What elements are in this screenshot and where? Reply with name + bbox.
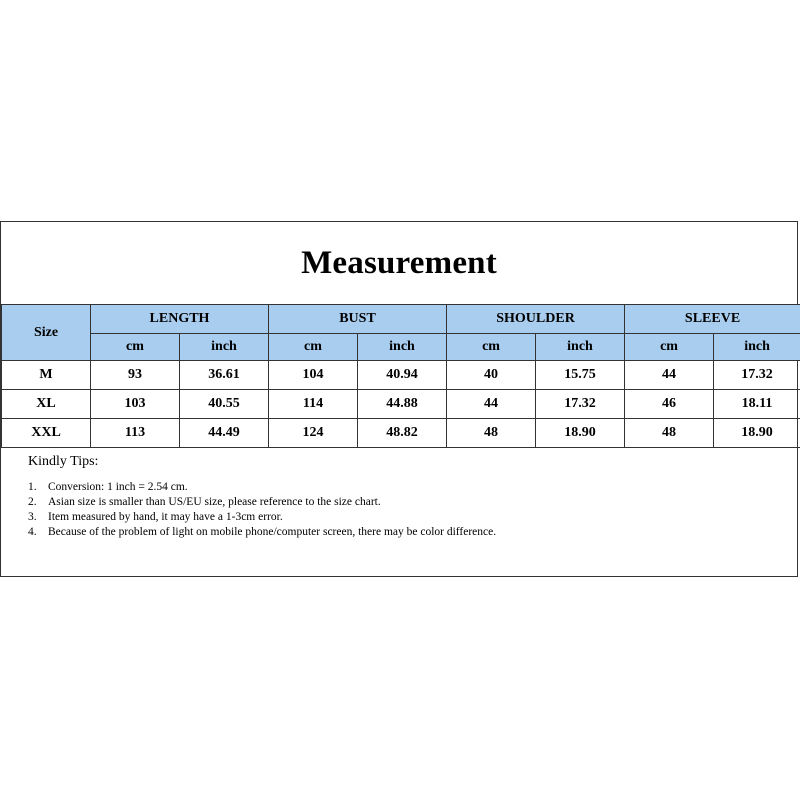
unit-header: cm <box>269 334 358 361</box>
table-cell: 40 <box>447 361 536 390</box>
size-cell: XXL <box>2 419 91 448</box>
header-row-groups <box>2 305 800 334</box>
list-item <box>28 525 548 540</box>
unit-header: cm <box>447 334 536 361</box>
table-cell: 113 <box>91 419 180 448</box>
table-cell: 124 <box>269 419 358 448</box>
unit-header: inch <box>358 334 447 361</box>
table-cell: 44 <box>447 390 536 419</box>
unit-header: cm <box>625 334 714 361</box>
size-header: Size <box>2 305 91 361</box>
table-cell: 36.61 <box>180 361 269 390</box>
size-table <box>1 304 800 448</box>
tips-list <box>28 480 548 540</box>
table-cell: 15.75 <box>536 361 625 390</box>
tip-number: 1. <box>28 481 37 493</box>
group-header-shoulder: SHOULDER <box>447 305 625 334</box>
list-item <box>28 510 548 525</box>
table-cell: 18.90 <box>714 419 800 448</box>
unit-header: inch <box>536 334 625 361</box>
kindly-tips <box>28 454 548 540</box>
table-cell: 44 <box>625 361 714 390</box>
table-cell: 103 <box>91 390 180 419</box>
table-cell: 18.90 <box>536 419 625 448</box>
table-row <box>2 361 800 390</box>
table-cell: 93 <box>91 361 180 390</box>
table-cell: 46 <box>625 390 714 419</box>
table-cell: 17.32 <box>536 390 625 419</box>
table-cell: 44.88 <box>358 390 447 419</box>
table-row <box>2 390 800 419</box>
tips-title: Kindly Tips: <box>28 454 99 469</box>
group-header-sleeve: SLEEVE <box>625 305 800 334</box>
table-cell: 48 <box>447 419 536 448</box>
table-cell: 17.32 <box>714 361 800 390</box>
tip-number: 2. <box>28 496 37 508</box>
size-cell: XL <box>2 390 91 419</box>
group-header-length: LENGTH <box>91 305 269 334</box>
list-item <box>28 495 548 510</box>
table-cell: 18.11 <box>714 390 800 419</box>
table-cell: 40.55 <box>180 390 269 419</box>
tip-text: Because of the problem of light on mobile phone/computer screen, there may be color difference. <box>48 526 497 538</box>
table-cell: 48.82 <box>358 419 447 448</box>
tip-number: 4. <box>28 526 37 538</box>
header-row-units <box>2 334 800 361</box>
unit-header: cm <box>91 334 180 361</box>
table-cell: 114 <box>269 390 358 419</box>
list-item <box>28 480 548 495</box>
tip-number: 3. <box>28 511 37 523</box>
tip-text: Conversion: 1 inch = 2.54 cm. <box>48 481 188 493</box>
table-cell: 44.49 <box>180 419 269 448</box>
unit-header: inch <box>180 334 269 361</box>
size-cell: M <box>2 361 91 390</box>
tip-text: Item measured by hand, it may have a 1-3cm error. <box>48 511 283 523</box>
chart-title: Measurement <box>301 244 497 281</box>
unit-header: inch <box>714 334 800 361</box>
table-cell: 48 <box>625 419 714 448</box>
table-cell: 40.94 <box>358 361 447 390</box>
group-header-bust: BUST <box>269 305 447 334</box>
tip-text: Asian size is smaller than US/EU size, please reference to the size chart. <box>48 496 381 508</box>
measurement-chart <box>0 221 798 577</box>
table-row <box>2 419 800 448</box>
table-cell: 104 <box>269 361 358 390</box>
